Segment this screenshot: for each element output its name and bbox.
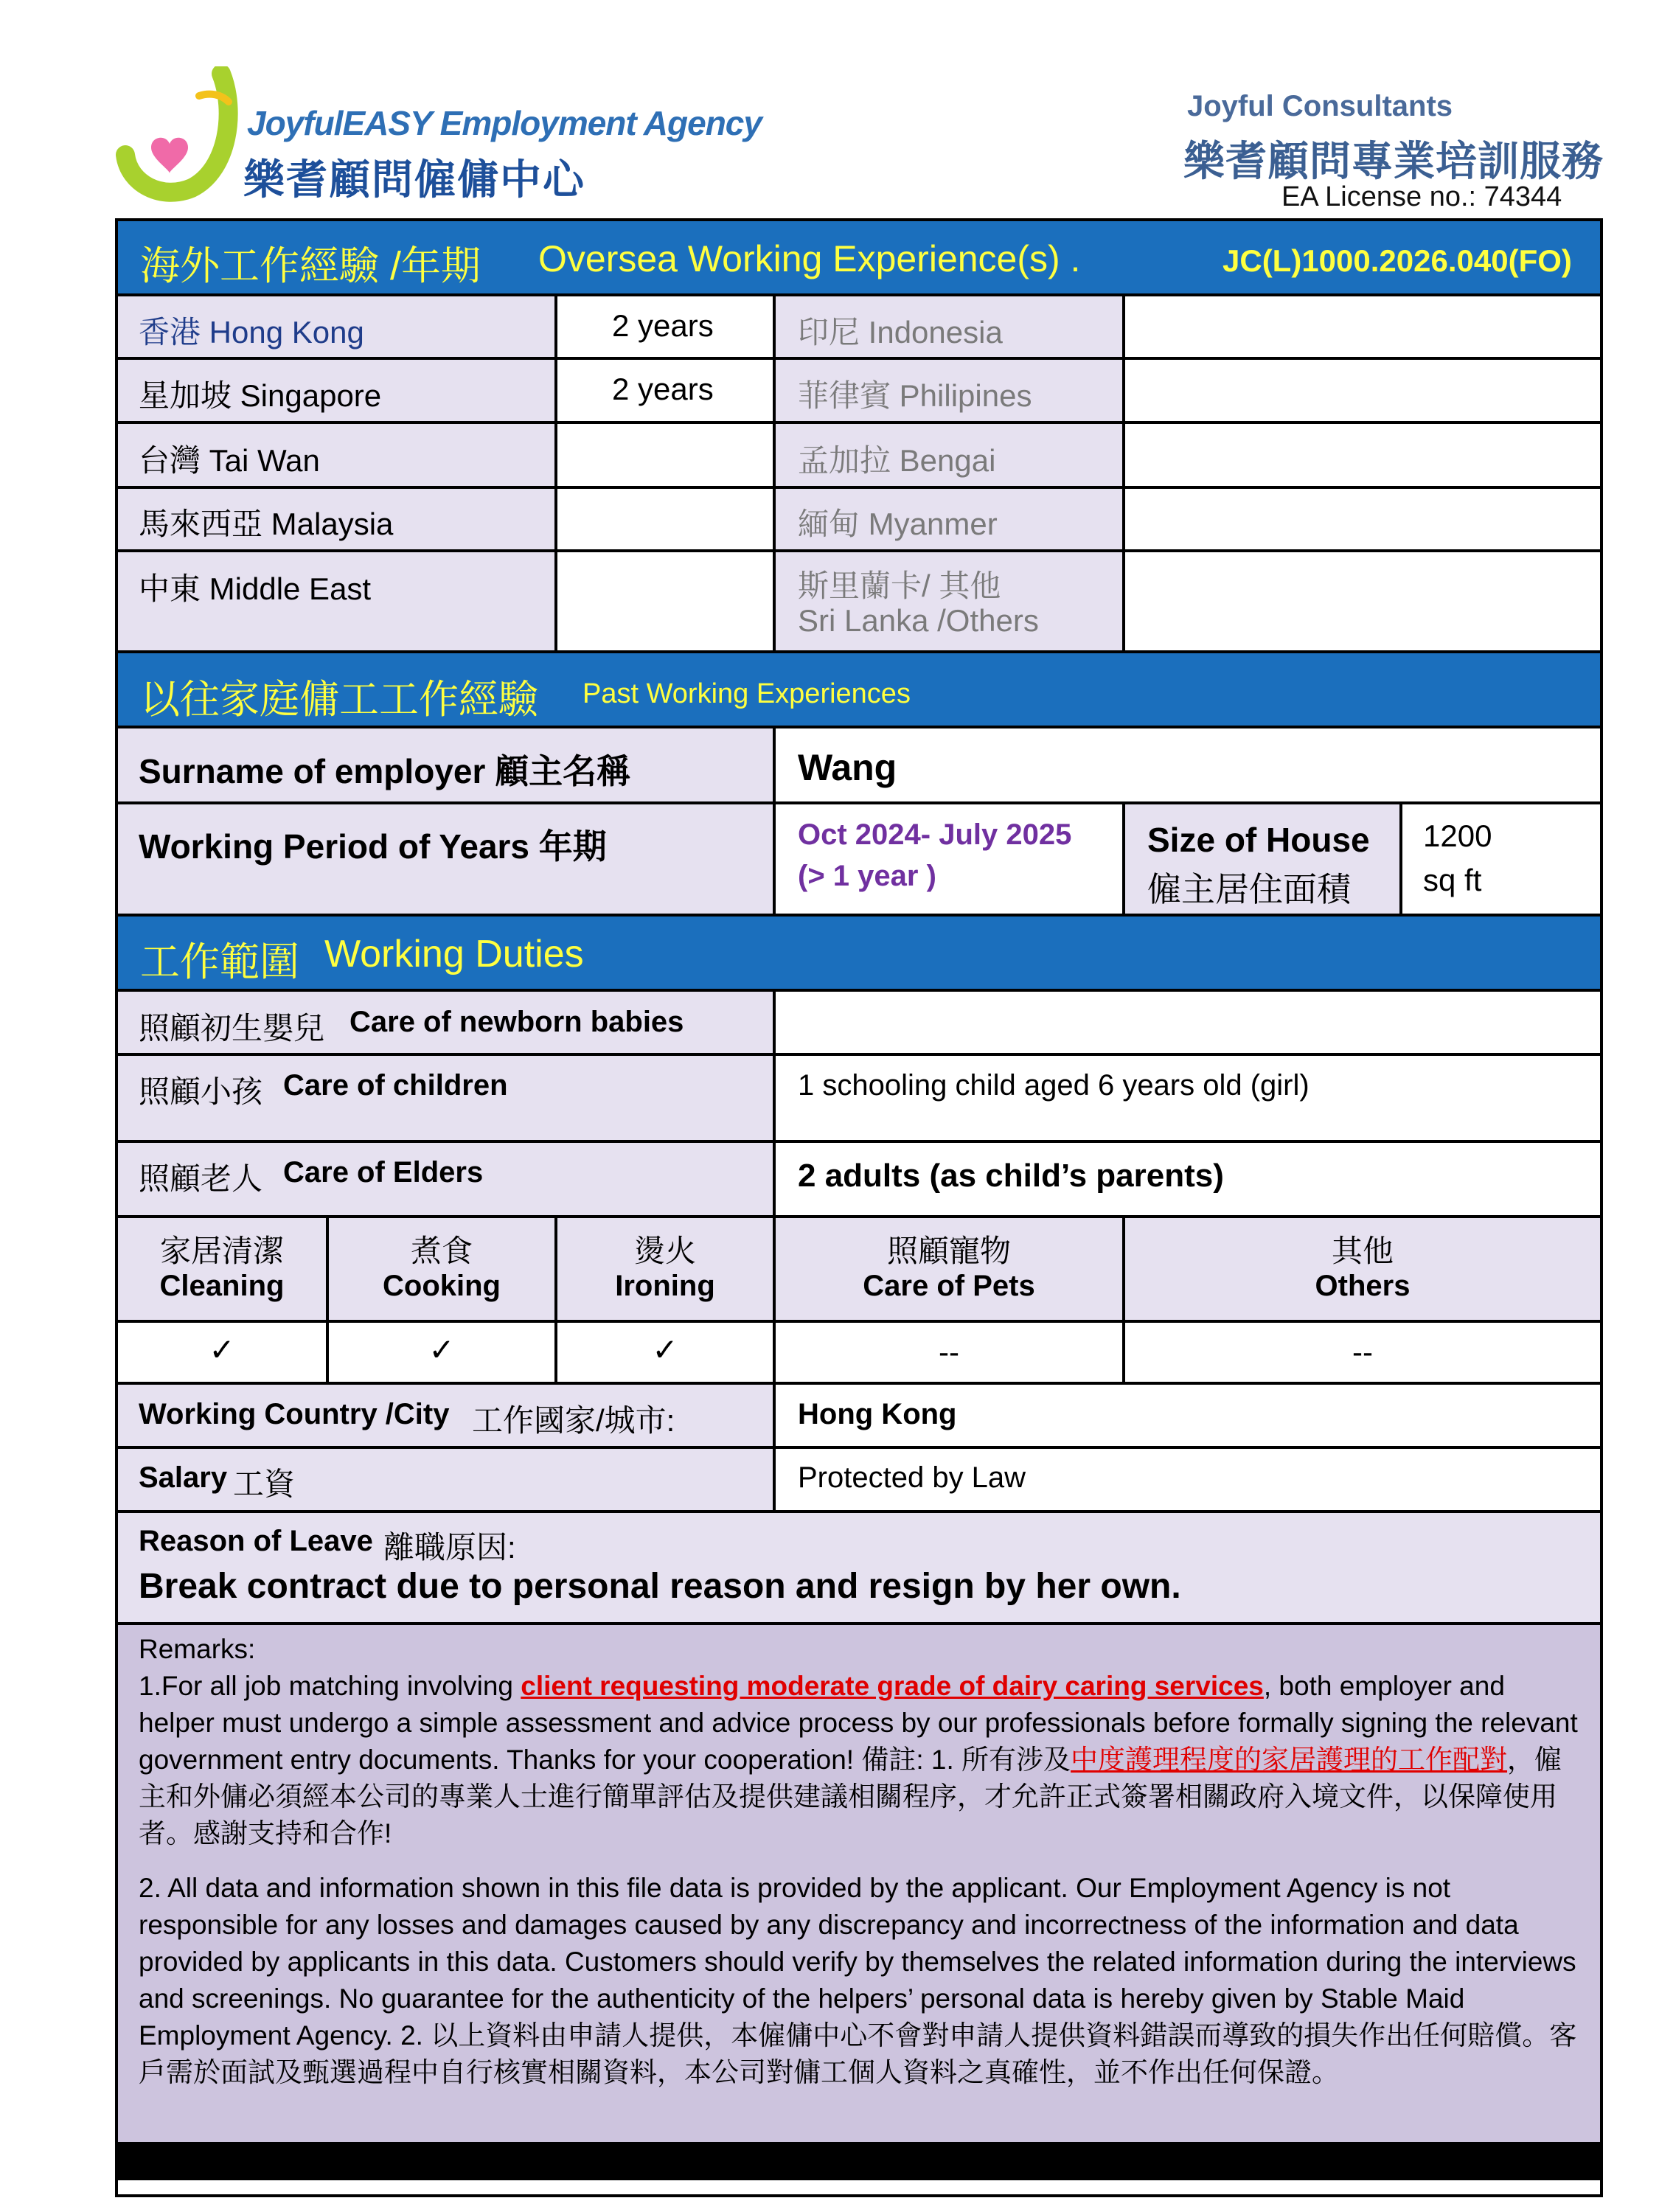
task-pets-en: Care of Pets xyxy=(863,1270,1035,1302)
surname-value: Wang xyxy=(798,747,897,788)
house-size-label-zh: 僱主居住面積 xyxy=(1147,870,1351,908)
task-pets-zh: 照顧寵物 xyxy=(886,1234,1011,1268)
remarks-highlight-zh: 中度護理程度的家居護理的工作配對 xyxy=(1071,1745,1508,1775)
elders-label-zh: 照顧老人 xyxy=(139,1161,263,1196)
leave-reason: Break contract due to personal reason and resign by her own. xyxy=(139,1567,1181,1606)
task-ironing-check-icon: ✓ xyxy=(652,1332,678,1367)
task-ironing-zh: 燙火 xyxy=(633,1234,696,1268)
period-label: Working Period of Years 年期 xyxy=(139,827,607,866)
task-cleaning-en: Cleaning xyxy=(159,1270,285,1302)
task-others-en: Others xyxy=(1315,1270,1411,1302)
agency-name-en: JoyfulEASY Employment Agency xyxy=(247,104,762,142)
overseas-label-bengal: 孟加拉 Bengai xyxy=(798,443,996,478)
overseas-label-sri-lanka-en: Sri Lanka /Others xyxy=(798,603,1039,638)
remarks-title: Remarks: xyxy=(139,1634,256,1664)
footer-bar xyxy=(115,2142,1603,2180)
house-size-unit: sq ft xyxy=(1423,863,1482,897)
duties-title-en: Working Duties xyxy=(324,933,584,975)
task-pets-value: -- xyxy=(939,1335,959,1369)
overseas-value-hong-kong: 2 years xyxy=(612,308,714,343)
past-title-en: Past Working Experiences xyxy=(582,678,911,709)
remarks-paragraph-1: 1.For all job matching involving client requesting moderate grade of dairy caring services, both employer and helper must undergo a simple assessment and advice process by our professionals before formally signing the relevant government entry documents. Thanks for your cooperation! 備註: 1. 所有涉及中度護理程度的家居護理的工作配對，僱主和外傭必須經本公司的專業人士進行簡單評估及提供建議相關程序，才允許正式簽署相關政府入境文件，以保障使用者。感謝支持和合作! xyxy=(139,1671,1578,1848)
task-cleaning-zh: 家居清潔 xyxy=(159,1234,284,1268)
overseas-label-myanmar: 緬甸 Myanmer xyxy=(798,507,998,541)
overseas-label-middle-east: 中東 Middle East xyxy=(139,571,372,606)
surname-label: Surname of employer 顧主名稱 xyxy=(139,752,631,790)
house-size-value: 1200 xyxy=(1423,818,1492,853)
elders-value: 2 adults (as child’s parents) xyxy=(798,1158,1224,1194)
country-value: Hong Kong xyxy=(798,1398,957,1430)
overseas-label-malaysia: 馬來西亞 Malaysia xyxy=(139,507,394,541)
duties-title-zh: 工作範圍 xyxy=(140,940,299,984)
task-cooking-check-icon: ✓ xyxy=(428,1332,455,1367)
task-cleaning-check-icon: ✓ xyxy=(209,1332,235,1367)
children-value: 1 schooling child aged 6 years old (girl) xyxy=(798,1069,1310,1102)
salary-label-zh: 工資 xyxy=(233,1467,296,1501)
consultants-name-zh: 樂耆顧問專業培訓服務 xyxy=(1183,138,1604,184)
logo-icon xyxy=(111,66,258,206)
children-label-en: Care of children xyxy=(283,1069,508,1102)
overseas-label-hong-kong: 香港 Hong Kong xyxy=(139,315,364,349)
license-number: EA License no.: 74344 xyxy=(1281,181,1562,212)
leave-label-en: Reason of Leave xyxy=(139,1525,373,1557)
remarks-highlight-en: client requesting moderate grade of dairy caring services xyxy=(521,1671,1264,1701)
house-size-label-en: Size of House xyxy=(1147,821,1370,859)
consultants-name-en: Joyful Consultants xyxy=(1187,90,1453,122)
past-title-zh: 以往家庭傭工工作經驗 xyxy=(140,678,538,722)
salary-label-en: Salary xyxy=(139,1461,228,1494)
overseas-label-indonesia: 印尼 Indonesia xyxy=(798,315,1003,349)
period-value-duration: (> 1 year ) xyxy=(798,860,936,892)
overseas-value-singapore: 2 years xyxy=(612,372,714,406)
newborn-label-zh: 照顧初生嬰兒 xyxy=(139,1011,325,1046)
overseas-label-sri-lanka-zh: 斯里蘭卡/ 其他 xyxy=(798,568,1001,603)
overseas-label-taiwan: 台灣 Tai Wan xyxy=(139,443,320,478)
remarks-paragraph-2: 2. All data and information shown in this file data is provided by the applicant. Our Employment Agency is not responsible for any losses and damages caused by any discrepancy and incorrectness of the information and data provided by applicants in this data. Customers should verify by themselves the related information during the interviews and screenings. No guarantee for the authenticity of the helpers’ personal data is hereby given by Stable Maid Employment Agency. 2. 以上資料由申請人提供，本僱傭中心不會對申請人提供資料錯誤而導致的損失作出任何賠償。客戶需於面試及甄選過程中自行核實相關資料，本公司對傭工個人資料之真確性，並不作出任何保證。 xyxy=(139,1873,1577,2087)
overseas-label-singapore: 星加坡 Singapore xyxy=(139,378,382,413)
overseas-title-zh: 海外工作經驗 /年期 xyxy=(140,244,481,288)
task-others-value: -- xyxy=(1352,1335,1373,1369)
elders-label-en: Care of Elders xyxy=(283,1156,484,1189)
task-others-zh: 其他 xyxy=(1331,1234,1394,1268)
task-cooking-zh: 煮食 xyxy=(410,1234,473,1268)
country-label-zh: 工作國家/城市: xyxy=(472,1403,675,1438)
children-label-zh: 照顧小孩 xyxy=(139,1074,263,1109)
period-value-dates: Oct 2024- July 2025 xyxy=(798,818,1072,851)
salary-value: Protected by Law xyxy=(798,1461,1026,1494)
newborn-label-en: Care of newborn babies xyxy=(349,1006,684,1038)
overseas-label-philippines: 菲律賓 Philipines xyxy=(798,378,1032,413)
country-label-en: Working Country /City xyxy=(139,1398,450,1430)
agency-name-zh: 樂耆顧問僱傭中心 xyxy=(243,156,585,203)
overseas-title-en: Oversea Working Experience(s) . xyxy=(538,238,1081,279)
leave-label-zh: 離職原因: xyxy=(383,1530,516,1565)
task-ironing-en: Ironing xyxy=(615,1270,715,1302)
task-cooking-en: Cooking xyxy=(383,1270,501,1302)
reference-code: JC(L)1000.2026.040(FO) xyxy=(1222,243,1572,278)
